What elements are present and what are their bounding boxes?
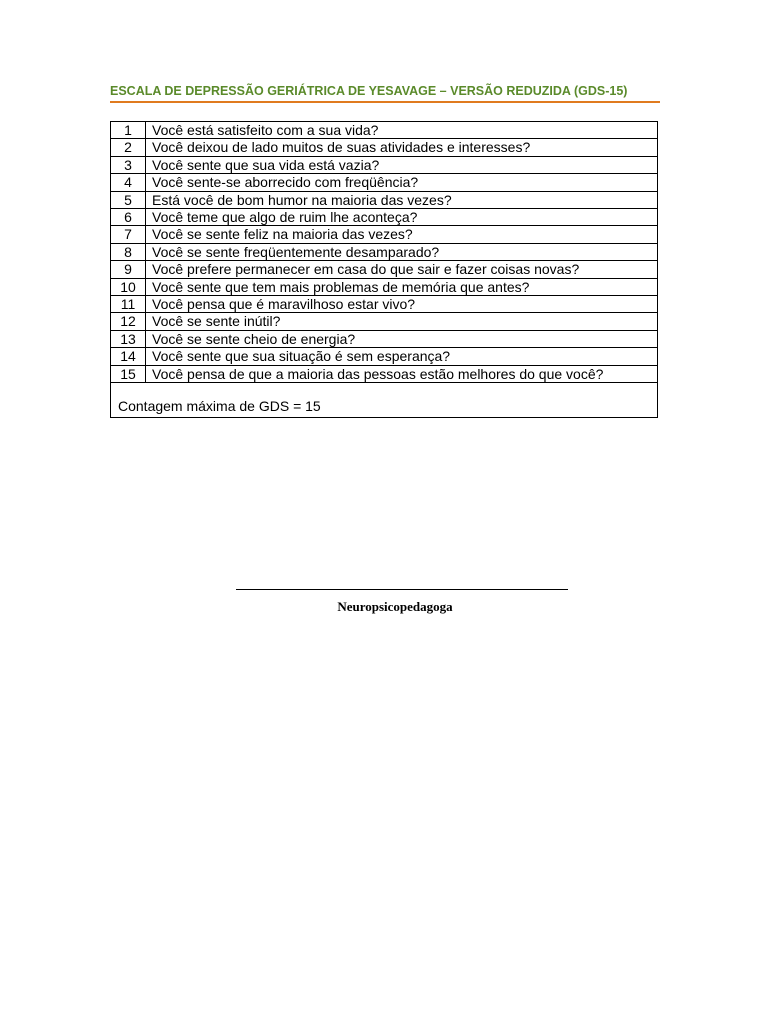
table-row xyxy=(111,348,658,365)
table-row xyxy=(111,278,658,295)
question-text: Você sente que sua situação é sem esperança? xyxy=(146,348,658,365)
table-row xyxy=(111,296,658,313)
question-text: Você pensa de que a maioria das pessoas estão melhores do que você? xyxy=(146,365,658,382)
question-text: Você sente que sua vida está vazia? xyxy=(146,156,658,173)
table-row xyxy=(111,365,658,382)
table-row xyxy=(111,330,658,347)
question-text: Está você de bom humor na maioria das vezes? xyxy=(146,191,658,208)
table-row xyxy=(111,139,658,156)
max-score-note: Contagem máxima de GDS = 15 xyxy=(111,383,658,418)
question-number: 2 xyxy=(111,139,146,156)
gds-questions-table xyxy=(110,121,658,418)
table-row xyxy=(111,156,658,173)
question-text: Você se sente cheio de energia? xyxy=(146,330,658,347)
question-number: 7 xyxy=(111,226,146,243)
title-underline xyxy=(110,101,660,103)
question-number: 4 xyxy=(111,174,146,191)
table-row xyxy=(111,191,658,208)
question-number: 13 xyxy=(111,330,146,347)
question-text: Você prefere permanecer em casa do que sair e fazer coisas novas? xyxy=(146,261,658,278)
question-number: 10 xyxy=(111,278,146,295)
table-row xyxy=(111,313,658,330)
table-row xyxy=(111,243,658,260)
question-number: 8 xyxy=(111,243,146,260)
signature-label: Neuropsicopedagoga xyxy=(337,599,453,614)
question-text: Você está satisfeito com a sua vida? xyxy=(146,122,658,139)
question-number: 9 xyxy=(111,261,146,278)
question-text: Você sente que tem mais problemas de memória que antes? xyxy=(146,278,658,295)
question-number: 15 xyxy=(111,365,146,382)
table-row xyxy=(111,122,658,139)
question-number: 1 xyxy=(111,122,146,139)
question-text: Você sente-se aborrecido com freqüência? xyxy=(146,174,658,191)
question-text: Você deixou de lado muitos de suas atividades e interesses? xyxy=(146,139,658,156)
question-text: Você se sente feliz na maioria das vezes? xyxy=(146,226,658,243)
signature-line xyxy=(236,589,568,590)
question-number: 11 xyxy=(111,296,146,313)
question-text: Você se sente freqüentemente desamparado? xyxy=(146,243,658,260)
table-row xyxy=(111,174,658,191)
question-number: 6 xyxy=(111,209,146,226)
table-footer-row xyxy=(111,383,658,418)
question-text: Você se sente inútil? xyxy=(146,313,658,330)
question-number: 5 xyxy=(111,191,146,208)
question-text: Você pensa que é maravilhoso estar vivo? xyxy=(146,296,658,313)
question-text: Você teme que algo de ruim lhe aconteça? xyxy=(146,209,658,226)
table-row xyxy=(111,261,658,278)
document-title: ESCALA DE DEPRESSÃO GERIÁTRICA DE YESAVAGE – VERSÃO REDUZIDA (GDS-15) xyxy=(110,84,628,98)
table-row xyxy=(111,209,658,226)
table-row xyxy=(111,226,658,243)
question-number: 14 xyxy=(111,348,146,365)
question-number: 3 xyxy=(111,156,146,173)
question-number: 12 xyxy=(111,313,146,330)
